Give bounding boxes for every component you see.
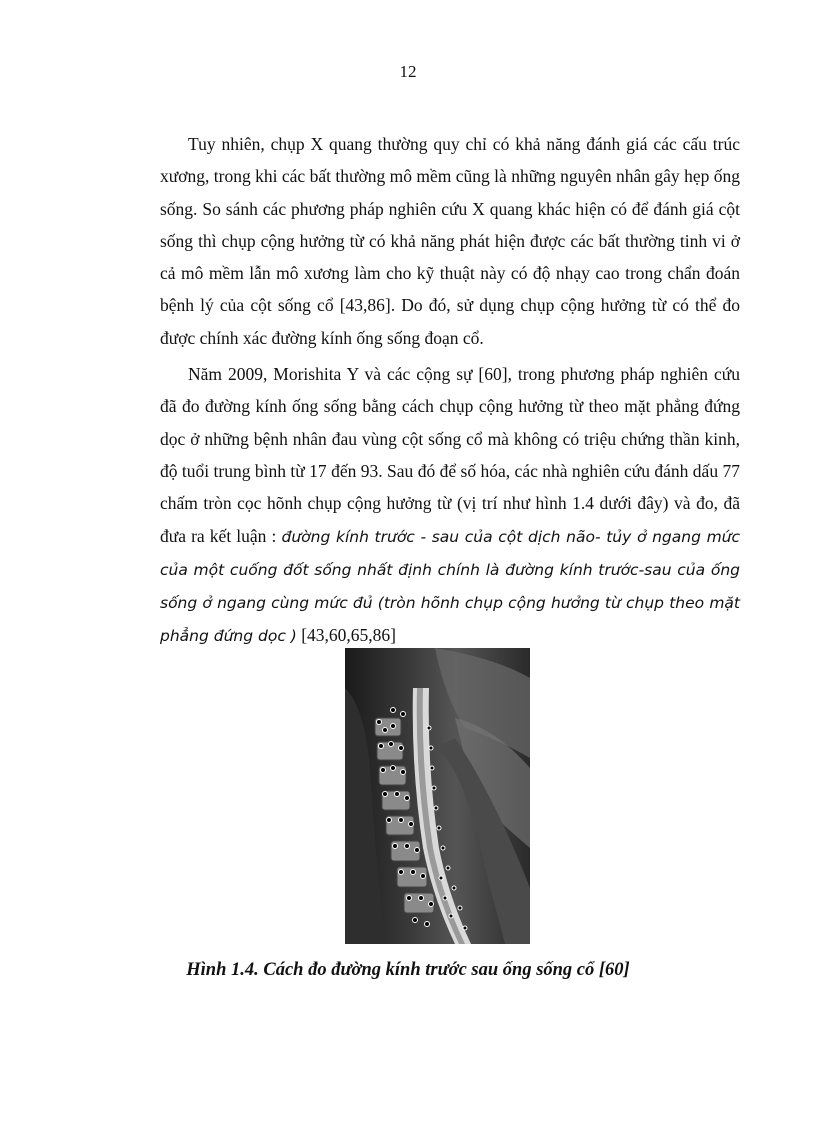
mri-figure xyxy=(345,648,530,944)
paragraph-2-italic: đường kính trước - sau của cột dịch não- tủy ở ngang mức của một cuống đốt sống nhất định chính là đường kính trước-sau của ống sống ở ngang cùng mức đủ (tròn hõnh chụp cộng hưởng từ chụp theo mặt phẳng đứng dọc ) xyxy=(160,527,741,646)
paragraph-2-refs: [43,60,65,86] xyxy=(301,625,396,646)
body-text xyxy=(160,128,740,657)
paragraph-1: Tuy nhiên, chụp X quang thường quy chỉ có khả năng đánh giá các cấu trúc xương, trong khi các bất thường mô mềm cũng là những nguyên nhân gây hẹp ống sống. So sánh các phương pháp nghiên cứu X quang khác hiện có để đánh giá cột sống thì chụp cộng hưởng từ có khả năng phát hiện được các bất thường tinh vi ở cả mô mềm lẫn mô xương làm cho kỹ thuật này có độ nhạy cao trong chẩn đoán bệnh lý của cột sống cổ [43,86]. Do đó, sử dụng chụp cộng hưởng từ có thể đo được chính xác đường kính ống sống đoạn cổ. xyxy=(160,134,740,348)
paragraph-2-text: Năm 2009, Morishita Y và các cộng sự [60], trong phương pháp nghiên cứu đã đo đường kính ống sống bằng cách chụp cộng hưởng từ theo mặt phẳng đứng dọc ở những bệnh nhân đau vùng cột sống cổ mà không có triệu chứng thần kinh, độ tuổi trung bình từ 17 đến 93. Sau đó để số hóa, các nhà nghiên cứu đánh dấu 77 chấm tròn cọc hõnh chụp cộng hưởng từ (vị trí như hình 1.4 dưới đây) và đo, đã đưa ra kết luận : xyxy=(160,364,740,546)
mri-image xyxy=(345,648,530,944)
page-number: 12 xyxy=(399,62,417,81)
paragraph-2 xyxy=(160,358,740,653)
figure-caption: Hình 1.4. Cách đo đường kính trước sau ống sống cổ [60] xyxy=(186,960,630,980)
